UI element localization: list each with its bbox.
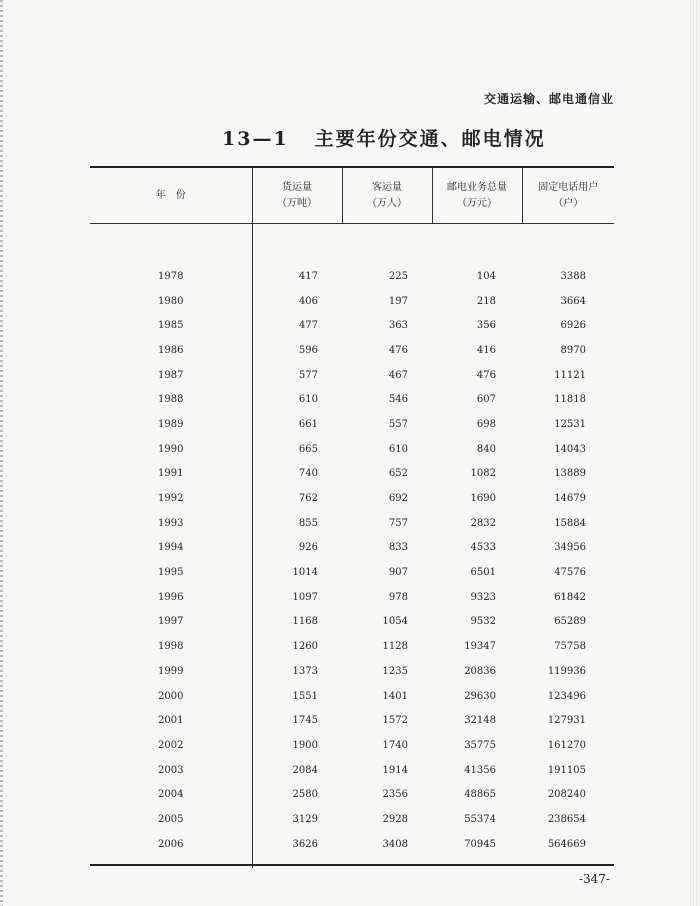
value-cell: 191105 [547,764,586,776]
value-cell: 3408 [382,838,408,850]
value-cell: 161270 [547,739,586,751]
value-cell: 6501 [470,567,496,579]
value-cell: 75758 [554,641,586,653]
value-cell: 476 [476,369,496,381]
value-cell: 127931 [547,715,586,727]
value-cell: 564669 [547,838,586,850]
value-cell: 1235 [382,665,408,677]
year-cell: 1986 [158,344,184,356]
table-title [222,124,546,151]
value-cell: 1740 [382,739,408,751]
table-row [90,387,614,412]
column-header [90,167,252,224]
value-cell: 1128 [382,641,408,653]
value-cell: 1572 [382,715,408,727]
value-cell: 978 [388,591,408,603]
table-row [90,708,614,733]
value-cell: 19347 [464,641,496,653]
table-row [90,807,614,832]
value-cell: 416 [476,344,496,356]
column-header-label: 固定电话用户 [538,181,599,193]
value-cell: 1914 [382,764,408,776]
value-cell: 218 [476,295,496,307]
table-title-text: 主要年份交通、邮电情况 [314,128,546,150]
value-cell: 1401 [382,690,408,702]
table-row [90,462,614,487]
year-cell: 1994 [158,542,184,554]
value-cell: 29630 [464,690,496,702]
table-row [90,684,614,709]
value-cell: 2356 [382,789,408,801]
value-cell: 208240 [547,789,586,801]
table-row [90,758,614,783]
value-cell: 356 [476,320,496,332]
value-cell: 1082 [470,468,496,480]
value-cell: 11818 [554,394,586,406]
value-cell: 610 [252,387,342,412]
value-cell: 48865 [464,789,496,801]
table-row [90,289,614,314]
value-cell: 757 [388,517,408,529]
column-header [522,167,614,224]
value-cell: 652 [388,468,408,480]
year-cell: 2000 [158,690,184,702]
scan-left-edge [0,0,3,906]
value-cell: 13889 [554,468,586,480]
year-cell: 1978 [158,270,184,282]
year-cell: 1996 [158,591,184,603]
year-cell: 2003 [158,764,184,776]
column-header [252,167,342,224]
value-cell: 1690 [470,493,496,505]
year-cell: 1992 [158,493,184,505]
value-cell: 661 [252,412,342,437]
value-cell: 1745 [252,708,342,733]
value-cell: 14043 [554,443,586,455]
column-header-label: 邮电业务总量 [447,181,507,193]
value-cell: 70945 [464,838,496,850]
column-header-unit: （万人） [367,197,407,209]
table-row [90,832,614,857]
year-cell: 1995 [158,567,184,579]
column-header-label: 客运量 [372,181,402,193]
value-cell: 2580 [252,782,342,807]
table-row [90,412,614,437]
value-cell: 467 [388,369,408,381]
year-cell: 1991 [158,468,184,480]
value-cell: 47576 [554,567,586,579]
value-cell: 610 [388,443,408,455]
table-row [90,338,614,363]
value-cell: 20836 [464,665,496,677]
value-cell: 197 [388,295,408,307]
value-cell: 34956 [554,542,586,554]
table-row [90,313,614,338]
value-cell: 3626 [252,832,342,857]
value-cell: 1551 [252,684,342,709]
value-cell: 3129 [252,807,342,832]
data-table [90,166,614,868]
table-row [90,733,614,758]
year-cell: 2005 [158,813,184,825]
table-row [90,782,614,807]
table-row [90,536,614,561]
column-header-unit: （户） [553,197,584,209]
year-cell: 1998 [158,641,184,653]
table-row [90,659,614,684]
table-row [90,363,614,388]
value-cell: 1900 [252,733,342,758]
page-number: -347- [578,872,610,886]
column-header-unit: （万吨） [277,197,317,209]
value-cell: 2084 [252,758,342,783]
value-cell: 2832 [470,517,496,529]
value-cell: 698 [476,418,496,430]
table-row [90,610,614,635]
value-cell: 238654 [547,813,586,825]
value-cell: 14679 [554,493,586,505]
value-cell: 855 [252,511,342,536]
table-row [90,585,614,610]
table-row [90,511,614,536]
value-cell: 557 [388,418,408,430]
value-cell: 11121 [554,369,586,381]
column-header-label: 货运量 [282,181,312,193]
table-row [90,634,614,659]
value-cell: 607 [476,394,496,406]
year-cell: 1999 [158,665,184,677]
year-cell: 2004 [158,789,184,801]
value-cell: 740 [252,462,342,487]
column-header [342,167,432,224]
table-row [90,264,614,289]
value-cell: 926 [252,536,342,561]
table-row [90,437,614,462]
header-row [90,167,614,224]
value-cell: 9323 [470,591,496,603]
table-row [90,486,614,511]
value-cell: 3664 [560,295,586,307]
value-cell: 3388 [560,270,586,282]
column-header [432,167,522,224]
value-cell: 665 [252,437,342,462]
scan-right-edge [690,0,700,906]
value-cell: 406 [252,289,342,314]
table-body [90,224,614,868]
value-cell: 907 [388,567,408,579]
value-cell: 476 [388,344,408,356]
value-cell: 1168 [252,610,342,635]
value-cell: 762 [252,486,342,511]
value-cell: 1097 [252,585,342,610]
value-cell: 104 [476,270,496,282]
value-cell: 123496 [547,690,586,702]
value-cell: 417 [252,264,342,289]
value-cell: 9532 [470,616,496,628]
year-cell: 2002 [158,739,184,751]
value-cell: 363 [388,320,408,332]
year-cell: 1989 [158,418,184,430]
year-cell: 1980 [158,295,184,307]
value-cell: 577 [252,363,342,388]
value-cell: 12531 [554,418,586,430]
value-cell: 4533 [470,542,496,554]
value-cell: 840 [476,443,496,455]
value-cell: 35775 [464,739,496,751]
value-cell: 15884 [554,517,586,529]
table-header [90,167,614,224]
value-cell: 41356 [464,764,496,776]
bottom-rule [90,864,614,866]
year-cell: 1988 [158,394,184,406]
value-cell: 65289 [554,616,586,628]
running-head: 交通运输、邮电通信业 [483,92,614,106]
column-header-label: 年 份 [155,189,186,201]
value-cell: 32148 [464,715,496,727]
value-cell: 546 [388,394,408,406]
value-cell: 119936 [547,665,586,677]
value-cell: 596 [252,338,342,363]
year-cell: 2001 [158,715,184,727]
year-cell: 1985 [158,320,184,332]
value-cell: 225 [388,270,408,282]
year-cell: 1993 [158,517,184,529]
value-cell: 1014 [252,560,342,585]
value-cell: 833 [388,542,408,554]
value-cell: 1054 [382,616,408,628]
value-cell: 2928 [382,813,408,825]
table-number: 13—1 [222,128,289,150]
value-cell: 692 [388,493,408,505]
value-cell: 6926 [560,320,586,332]
table-row [90,560,614,585]
year-cell: 2006 [158,838,184,850]
value-cell: 1260 [252,634,342,659]
column-header-unit: （万元） [457,197,497,209]
value-cell: 61842 [554,591,586,603]
year-cell: 1990 [158,443,184,455]
value-cell: 477 [252,313,342,338]
year-cell: 1987 [158,369,184,381]
value-cell: 8970 [560,344,586,356]
value-cell: 1373 [252,659,342,684]
spacer-row [90,224,614,265]
value-cell: 55374 [464,813,496,825]
year-cell: 1997 [158,616,184,628]
